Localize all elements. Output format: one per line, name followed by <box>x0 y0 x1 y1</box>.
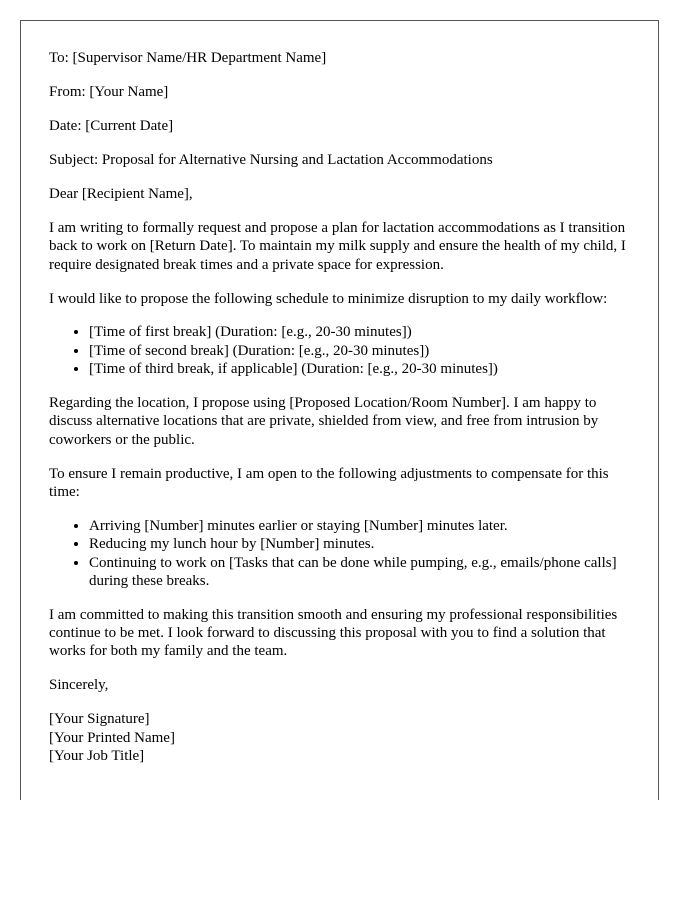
location-paragraph: Regarding the location, I propose using [Proposed Location/Room Number]. I am happy to discuss alternative locations that are private, shielded from view, and free from intrusion by coworkers or the public. <box>49 395 599 448</box>
sign-off: Sincerely, <box>49 677 109 694</box>
schedule-intro: I would like to propose the following schedule to minimize disruption to my daily workflow: <box>49 290 608 307</box>
letter-page <box>20 20 659 800</box>
schedule-list <box>49 323 639 378</box>
list-item: • [Time of third break, if applicable] (Duration: [e.g., 20-30 minutes]) <box>89 360 639 378</box>
adjustments-intro: To ensure I remain productive, I am open to the following adjustments to compensate for this time: <box>49 465 609 500</box>
printed-name-line: [Your Printed Name] <box>49 729 175 746</box>
from-line: From: [Your Name] <box>49 83 169 100</box>
list-item: • Reducing my lunch hour by [Number] minutes. <box>89 535 639 553</box>
list-item: • Continuing to work on [Tasks that can be done while pumping, e.g., emails/phone calls] during these breaks. <box>89 554 639 591</box>
signature-line: [Your Signature] <box>49 711 150 728</box>
date-line: Date: [Current Date] <box>49 117 174 134</box>
intro-paragraph: I am writing to formally request and propose a plan for lactation accommodations as I transition back to work on [Return Date]. To maintain my milk supply and ensure the health of my child, I require designated break times and a private space for expression. <box>49 219 626 273</box>
adjustments-list <box>49 517 639 590</box>
to-line: To: [Supervisor Name/HR Department Name] <box>49 50 327 66</box>
list-item: • [Time of first break] (Duration: [e.g., 20-30 minutes]) <box>89 323 639 341</box>
letter-body <box>49 49 639 765</box>
closing-paragraph: I am committed to making this transition smooth and ensuring my professional responsibilities continue to be met. I look forward to discussing this proposal with you to find a solution that works for both my family and the team. <box>49 606 618 660</box>
job-title-line: [Your Job Title] <box>49 747 145 764</box>
subject-line: Subject: Proposal for Alternative Nursing and Lactation Accommodations <box>49 151 493 168</box>
list-item: • Arriving [Number] minutes earlier or staying [Number] minutes later. <box>89 517 639 535</box>
list-item: • [Time of second break] (Duration: [e.g., 20-30 minutes]) <box>89 342 639 360</box>
salutation: Dear [Recipient Name], <box>49 185 193 202</box>
